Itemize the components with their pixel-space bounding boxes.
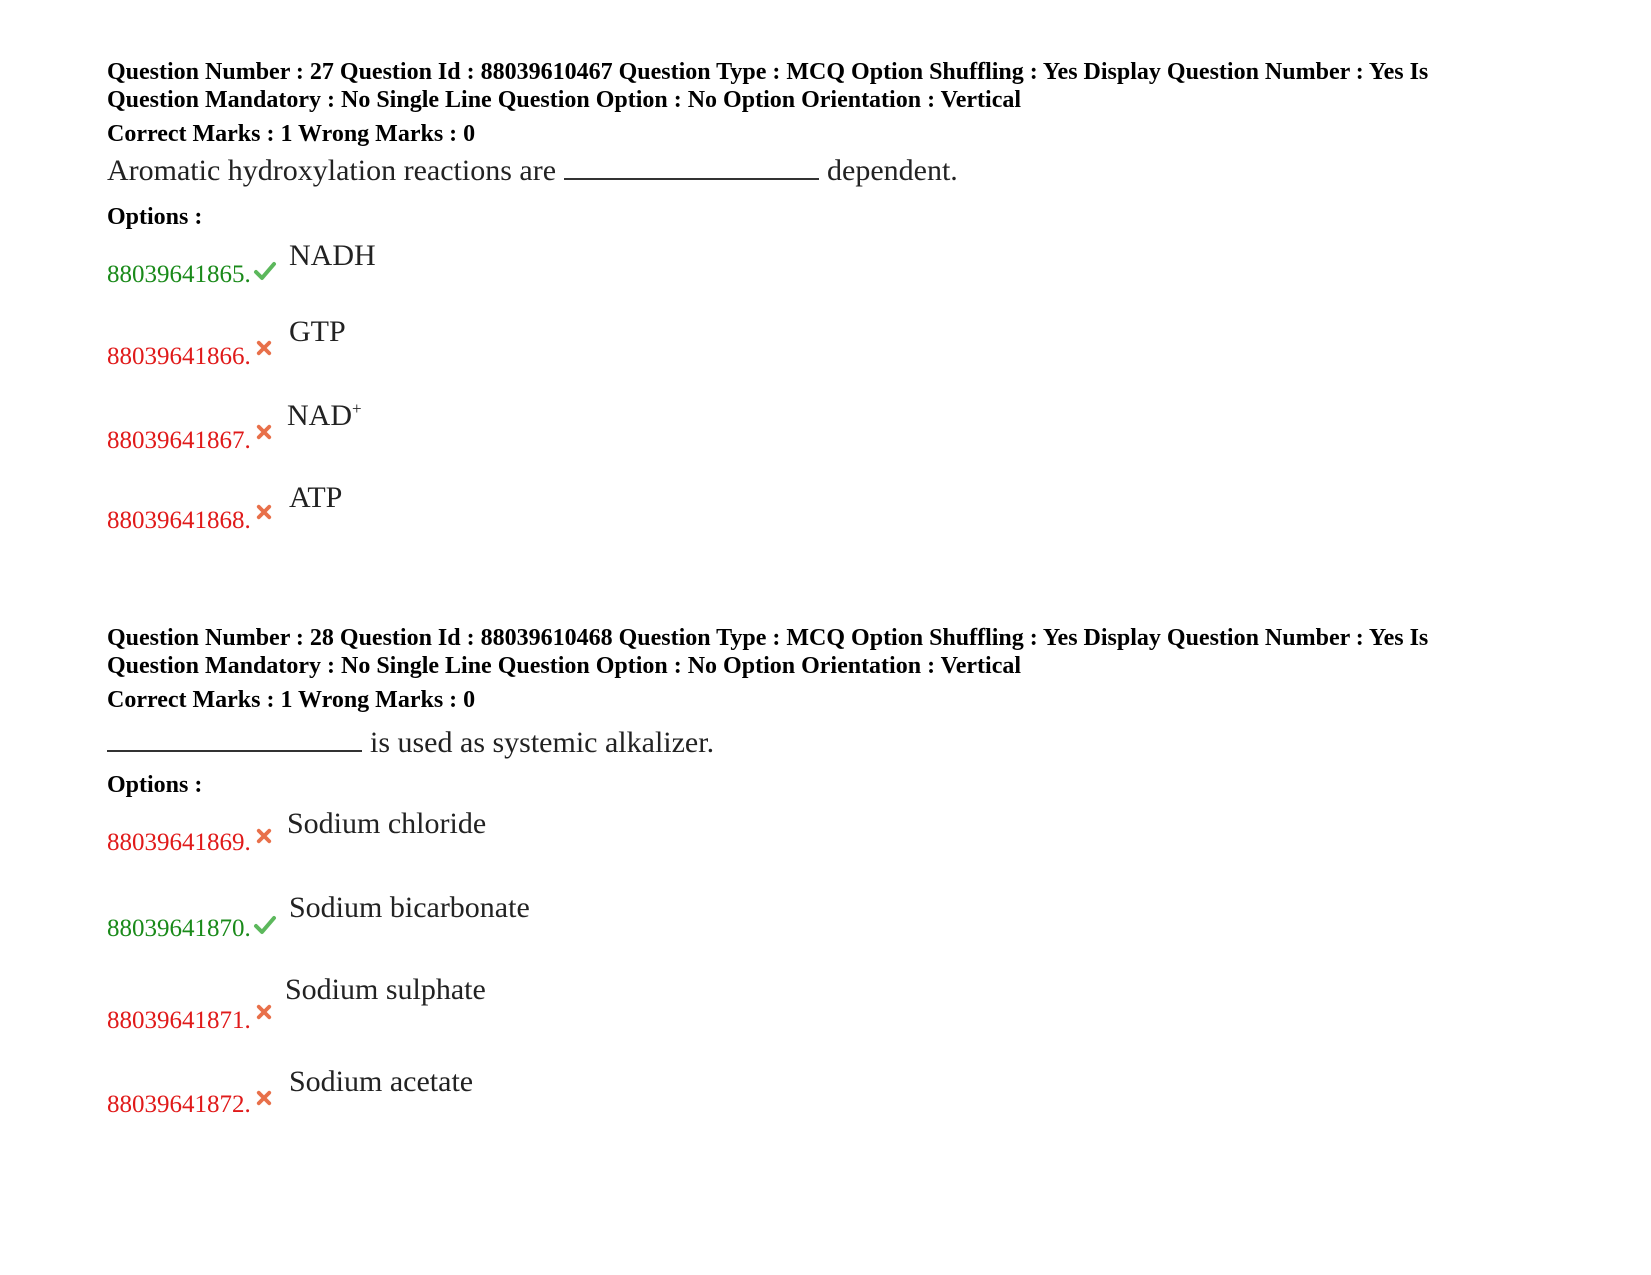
options-label: Options : — [107, 772, 203, 798]
question-stem — [107, 152, 1567, 189]
check-icon — [253, 259, 277, 283]
question-marks: Correct Marks : 1 Wrong Marks : 0 — [107, 687, 476, 713]
option-text: Sodium chloride — [287, 807, 487, 840]
option-text: NADH — [289, 239, 376, 272]
cross-icon — [255, 423, 273, 441]
cross-icon — [255, 339, 273, 357]
option-id: 88039641867. — [107, 427, 251, 454]
option-id: 88039641872. — [107, 1091, 251, 1118]
option-text: GTP — [289, 315, 346, 348]
option-text — [287, 399, 362, 433]
option-id: 88039641870. — [107, 915, 251, 942]
stem-text-after: is used as systemic alkalizer. — [370, 726, 715, 759]
question-meta-line-1: Question Number : 27 Question Id : 88039610467 Question Type : MCQ Option Shuffling : Yes Display Question Number : Yes Is — [107, 59, 1429, 85]
fill-blank — [107, 724, 362, 752]
option-id: 88039641865. — [107, 261, 251, 288]
stem-text-after: dependent. — [827, 154, 958, 187]
cross-icon — [255, 503, 273, 521]
option-id: 88039641866. — [107, 343, 251, 370]
options-list — [107, 799, 1428, 1119]
cross-icon — [255, 1089, 273, 1107]
cross-icon — [255, 827, 273, 845]
document-page — [107, 58, 1567, 1118]
option-text: Sodium acetate — [289, 1065, 474, 1098]
question-stem — [107, 724, 1428, 761]
option-text-superscript: + — [352, 399, 362, 418]
question-marks: Correct Marks : 1 Wrong Marks : 0 — [107, 121, 476, 147]
option-id: 88039641868. — [107, 507, 251, 534]
fill-blank — [564, 152, 819, 180]
stem-text-before: Aromatic hydroxylation reactions are — [107, 154, 557, 187]
question-meta-line-2: Question Mandatory : No Single Line Question Option : No Option Orientation : Vertical — [107, 87, 1022, 113]
options-list — [107, 231, 1567, 551]
option-text: ATP — [289, 481, 343, 514]
option-text: Sodium sulphate — [285, 973, 486, 1006]
question-28 — [107, 624, 1428, 1119]
cross-icon — [255, 1003, 273, 1021]
question-27 — [107, 58, 1567, 551]
option-id: 88039641871. — [107, 1007, 251, 1034]
check-icon — [253, 913, 277, 937]
option-id: 88039641869. — [107, 829, 251, 856]
option-text-main: NAD — [287, 399, 352, 432]
option-text: Sodium bicarbonate — [289, 891, 530, 924]
question-meta-line-1: Question Number : 28 Question Id : 88039610468 Question Type : MCQ Option Shuffling : Yes Display Question Number : Yes Is — [107, 625, 1429, 651]
options-label: Options : — [107, 204, 203, 230]
question-meta-line-2: Question Mandatory : No Single Line Question Option : No Option Orientation : Vertical — [107, 653, 1022, 679]
